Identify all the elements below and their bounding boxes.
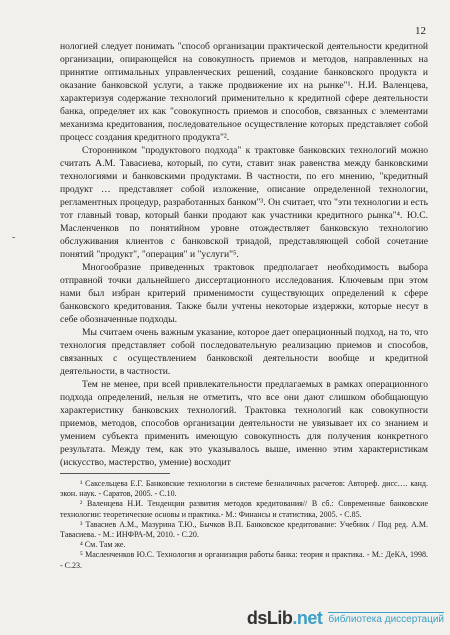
paragraph-4: Мы считаем очень важным указание, которое дает операционный подход, на то, что технология представляет собой последовательную реализацию приемов и способов, связанных с осуществлением банковской деятельности вообще и кредитной деятельности, в частности.	[60, 327, 428, 377]
paragraph-1: нологией следует понимать "способ организации практической деятельности кредитной организации, опирающейся на совокупность приемов и методов, направленных на принятие оптимальных управленческих решений, создание банковского продукта и оказание банковской услуги, а также продвижение их на рынке"¹. Н.И. Валенцева, характеризуя содержание технологий применительно к кредитной сфере деятельности банка, определяет их как "совокупность приемов и способов, связанных с элементами механизма кредитования, последовательное осуществление которых представляет собой процесс создания кредитного продукта"².	[60, 41, 428, 143]
margin-mark: -	[12, 232, 16, 243]
footnote-3: ³ Тавасиев А.М., Мазурина Т.Ю., Бычков В.П. Банковское кредитование: Учебник / Под ред. А.М. Тавасиева. - М.: ИНФРА-М, 2010. - С.20.	[60, 519, 428, 540]
paragraph-5: Тем не менее, при всей привлекательности предлагаемых в рамках операционного подхода определений, нельзя не отметить, что все они дают слишком обобщающую характеристику банковских технологий. Трактовка технологий как совокупности приемов, методов, способов организации деятельности не увязывает их со знанием и умением субъекта применить имеющую совокупность для получения конкретного результата. Между тем, как это указывалось выше, именно этим характеристикам (искусство, мастерство, умение) восходит	[60, 379, 428, 468]
footnote-4: ⁴ См. Там же.	[80, 540, 126, 550]
footnote-2: ² Валенцева Н.И. Тенденции развития методов кредитования// В сб.: Современные банковские технологии: теоретические основы и практика.- М.: Финансы и статистика, 2005. - С.85.	[60, 499, 428, 519]
paragraph-3: Многообразие приведенных трактовок предполагает необходимость выбора отправной точки дальнейшего диссертационного исследования. Ключевым при этом нами был избран критерий применимости существующих определений к сфере банковского кредитования. Также были учтены некоторые издержки, которые несут в себе обозначенные подходы.	[60, 262, 428, 325]
paragraph-2: Сторонником "продуктового подхода" к трактовке банковских технологий можно считать А.М. Тавасиева, который, по сути, ставит знак равенства между банковскими технологиями и банковскими продуктами. В частности, по его мнению, "кредитный продукт … представляет собой изложение, описание определенной технологии, регламентных процедур, разработанных банком"³. Он считает, что "эти технологии и есть тот главный товар, который банки продают как участники кредитного рынка"⁴. Ю.С. Масленченков по понятийном уровне отождествляет банковскую технологию обслуживания клиентов с банковской триадой, представляющей собой сочетание понятий "продукт", "операция" и "услуги"⁵.	[60, 145, 428, 260]
logo-text: dsLib.net	[246, 608, 323, 628]
footnote-5: ⁵ Масленченков Ю.С. Технология и организация работы банка: теория и практика. - М.: ДеКА, 1998. - С.23.	[60, 550, 428, 570]
footnotes	[60, 479, 428, 571]
watermark-tagline: библиотека диссертаций	[328, 614, 444, 625]
body-text	[60, 40, 428, 469]
footnote-separator	[60, 473, 170, 474]
page-number: 12	[415, 25, 426, 37]
footnote-1: ¹ Саксельцева Е.Г. Банковские технологии в системе безналичных расчетов: Автореф. дисс…. канд. экон. наук. - Саратов, 2005. - С.10.	[60, 479, 428, 499]
watermark-logo[interactable]	[247, 608, 444, 629]
